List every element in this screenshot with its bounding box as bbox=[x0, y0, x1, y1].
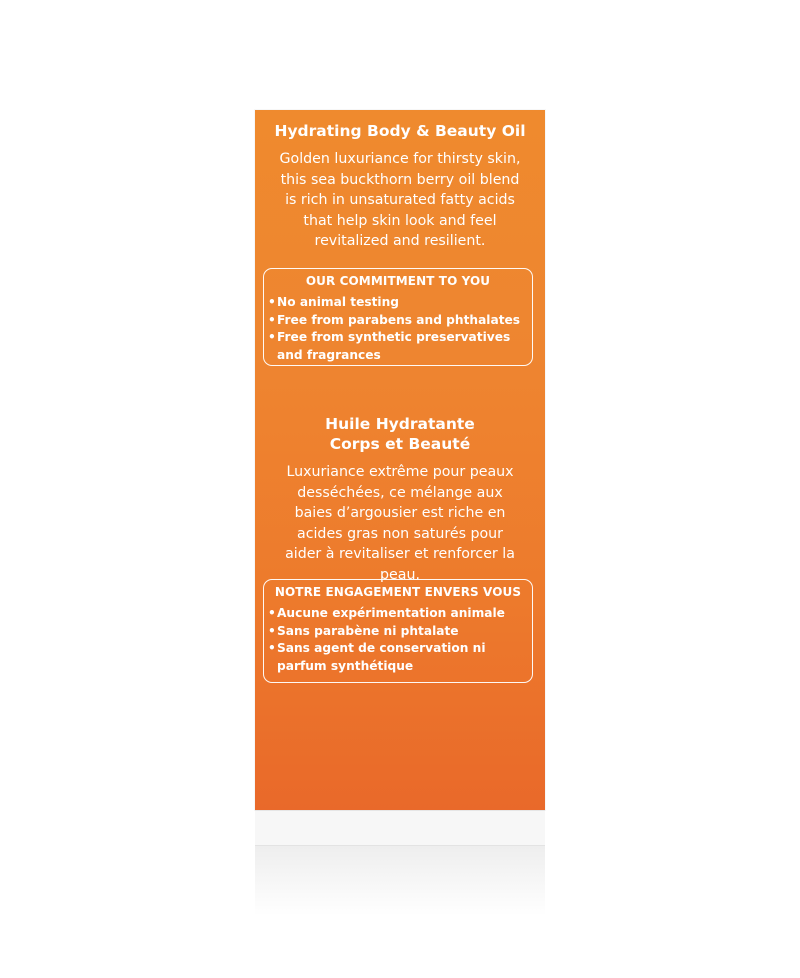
french-title bbox=[255, 414, 545, 454]
commitment-item-text: Free from synthetic preservatives and fragrances bbox=[277, 330, 511, 362]
bullet-icon: • bbox=[268, 295, 276, 309]
box-reflection bbox=[255, 846, 545, 916]
list-item bbox=[268, 640, 532, 675]
bullet-icon: • bbox=[268, 330, 276, 344]
list-item bbox=[268, 605, 532, 623]
box-bottom-white-band bbox=[255, 810, 545, 846]
commitment-item-text: No animal testing bbox=[277, 295, 399, 309]
list-item bbox=[268, 294, 532, 312]
commitment-item-text: Sans agent de conservation ni parfum synthétique bbox=[277, 641, 486, 673]
french-commitment-box bbox=[263, 579, 533, 683]
french-description: Luxuriance extrême pour peaux desséchées, ce mélange aux baies d’argousier est riche en acides gras non saturés pour aider à revitaliser et renforcer la peau. bbox=[285, 464, 515, 583]
english-commitment-heading: OUR COMMITMENT TO YOU bbox=[305, 274, 491, 288]
list-item bbox=[268, 623, 532, 641]
french-commitment-list bbox=[264, 605, 532, 675]
commitment-item-text: Free from parabens and phthalates bbox=[277, 312, 521, 327]
french-title-line-1: Huile Hydratante bbox=[325, 415, 475, 433]
product-box-side-panel bbox=[255, 110, 545, 810]
english-commitment-box bbox=[263, 268, 533, 366]
english-description: Golden luxuriance for thirsty skin, this sea buckthorn berry oil blend is rich in unsaturated fatty acids that help skin look and feel revitalized and resilient. bbox=[279, 151, 521, 249]
bullet-icon: • bbox=[268, 312, 276, 327]
list-item bbox=[268, 312, 532, 330]
commitment-item-text: Aucune expérimentation animale bbox=[277, 606, 505, 620]
bullet-icon: • bbox=[268, 641, 276, 655]
french-commitment-heading: NOTRE ENGAGEMENT ENVERS VOUS bbox=[274, 585, 522, 599]
bullet-icon: • bbox=[268, 606, 276, 620]
commitment-item-text: Sans parabène ni phtalate bbox=[277, 623, 459, 638]
list-item bbox=[268, 329, 532, 364]
bullet-icon: • bbox=[268, 623, 276, 638]
french-title-line-2: Corps et Beauté bbox=[329, 435, 471, 453]
english-commitment-list bbox=[264, 294, 532, 364]
english-title: Hydrating Body & Beauty Oil bbox=[274, 122, 526, 140]
